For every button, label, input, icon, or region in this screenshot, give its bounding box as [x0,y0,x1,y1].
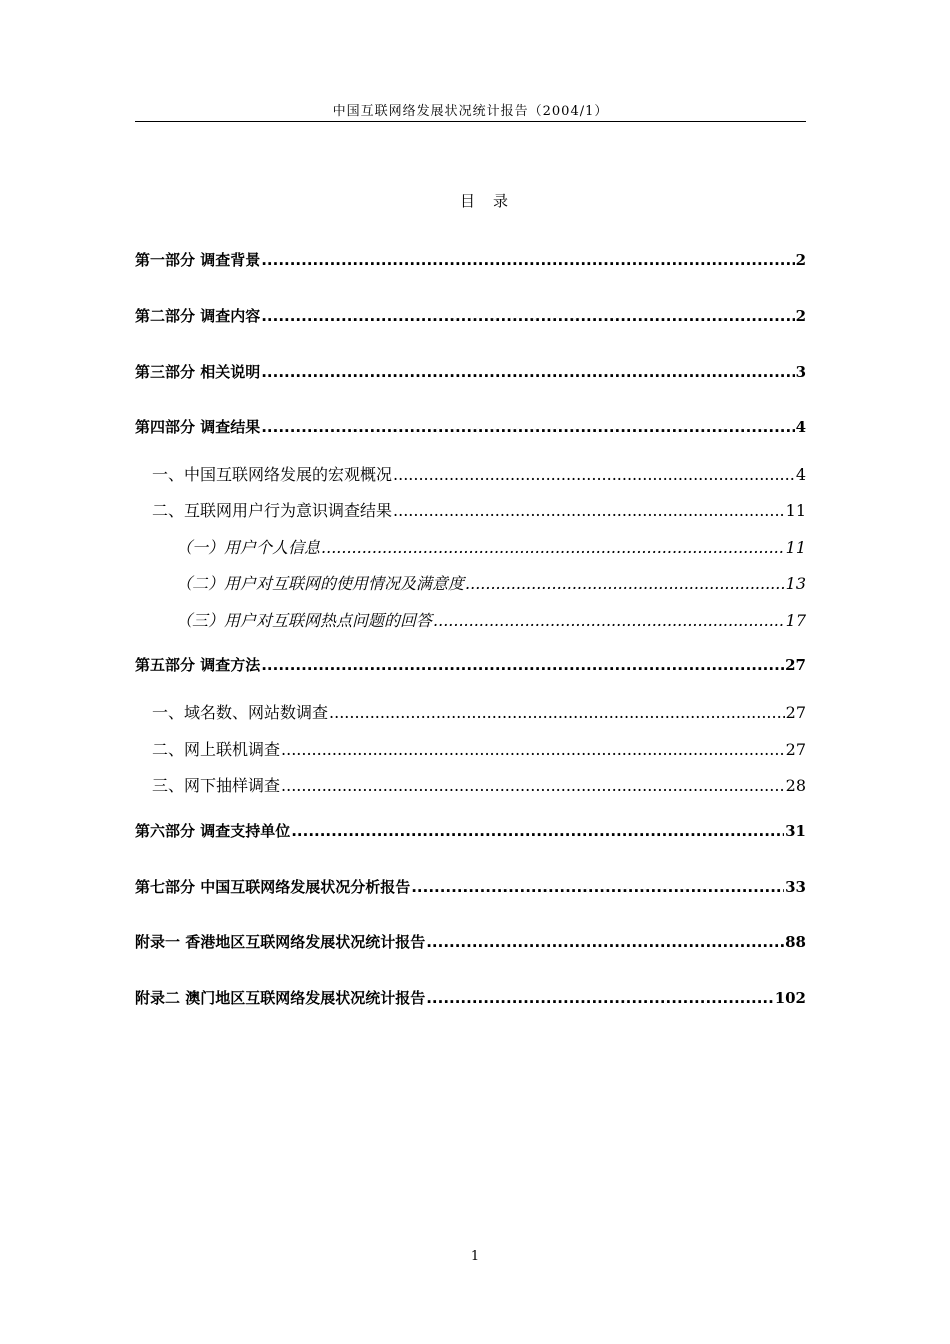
toc-entry-label: 附录一 香港地区互联网络发展状况统计报告 [135,933,426,951]
dot-leader [393,465,795,484]
toc-entry-page: 13 [785,574,806,593]
dot-leader [321,538,785,557]
dot-leader [261,307,794,325]
dot-leader [261,251,794,269]
toc-entry[interactable] [135,608,806,631]
toc-entry-label: 附录二 澳门地区互联网络发展状况统计报告 [135,989,426,1007]
page-header: 中国互联网络发展状况统计报告（2004/1） [332,104,609,119]
dot-leader [291,822,784,840]
toc-entry-label: 第四部分 调查结果 [135,418,261,436]
dot-leader [426,933,784,951]
dot-leader [281,776,785,795]
toc-entry[interactable] [135,700,806,723]
dot-leader [433,611,785,630]
dot-leader [426,989,773,1007]
dot-leader [281,740,785,759]
toc-entry-label: 二、互联网用户行为意识调查结果 [152,501,393,520]
toc-entry-label: 第三部分 相关说明 [135,363,261,381]
header-rule [135,121,806,122]
toc-entry[interactable] [135,416,806,437]
toc-entry-label: 第六部分 调查支持单位 [135,822,291,840]
toc-entry[interactable] [135,987,806,1008]
toc-entry-page: 102 [774,989,806,1007]
toc-entry[interactable] [135,535,806,558]
dot-leader [465,574,785,593]
toc-entry-label: 第七部分 中国互联网络发展状况分析报告 [135,878,411,896]
page-number: 1 [470,1249,480,1264]
dot-leader [411,878,784,896]
toc-entry-label: 第五部分 调查方法 [135,656,261,674]
toc-entry-page: 27 [785,703,806,722]
toc-entry-label: 一、域名数、网站数调查 [152,703,329,722]
dot-leader [261,363,794,381]
toc-entry-label: 第一部分 调查背景 [135,251,261,269]
dot-leader [261,656,784,674]
toc-entry-page: 3 [795,363,806,381]
toc-entry-page: 31 [785,822,806,840]
toc-entry[interactable] [135,654,806,675]
toc-entry[interactable] [135,931,806,952]
toc-entry-label: 二、网上联机调查 [152,740,281,759]
toc-entry[interactable] [135,498,806,521]
toc-entry[interactable] [135,249,806,270]
toc-entry-page: 88 [785,933,806,951]
dot-leader [261,418,794,436]
dot-leader [329,703,785,722]
toc-entry-page: 4 [795,418,806,436]
toc-entry[interactable] [135,571,806,594]
toc-title: 目录 [459,192,526,210]
toc-entry-label: （一）用户个人信息 [176,538,321,557]
toc-entry-page: 17 [785,611,806,630]
toc-entry[interactable] [135,773,806,796]
toc-entry-label: （二）用户对互联网的使用情况及满意度 [176,574,465,593]
toc-entry[interactable] [135,462,806,485]
toc-entry-label: 三、网下抽样调查 [152,776,281,795]
toc-entry-page: 2 [795,251,806,269]
toc-entry-label: 一、中国互联网络发展的宏观概况 [152,465,393,484]
toc-entry[interactable] [135,305,806,326]
toc-entry-page: 27 [785,656,806,674]
toc-entry-page: 27 [785,740,806,759]
toc-entry-page: 4 [795,465,806,484]
toc-entry-label: 第二部分 调查内容 [135,307,261,325]
dot-leader [393,501,785,520]
toc-entry-page: 2 [795,307,806,325]
toc-entry-page: 33 [785,878,806,896]
toc-entry[interactable] [135,876,806,897]
toc-entry-page: 28 [785,776,806,795]
toc-entry-page: 11 [785,501,806,520]
toc-entry[interactable] [135,820,806,841]
toc-entry-page: 11 [785,538,806,557]
toc-entry[interactable] [135,737,806,760]
toc-entry[interactable] [135,361,806,382]
toc-entry-label: （三）用户对互联网热点问题的回答 [176,611,433,630]
